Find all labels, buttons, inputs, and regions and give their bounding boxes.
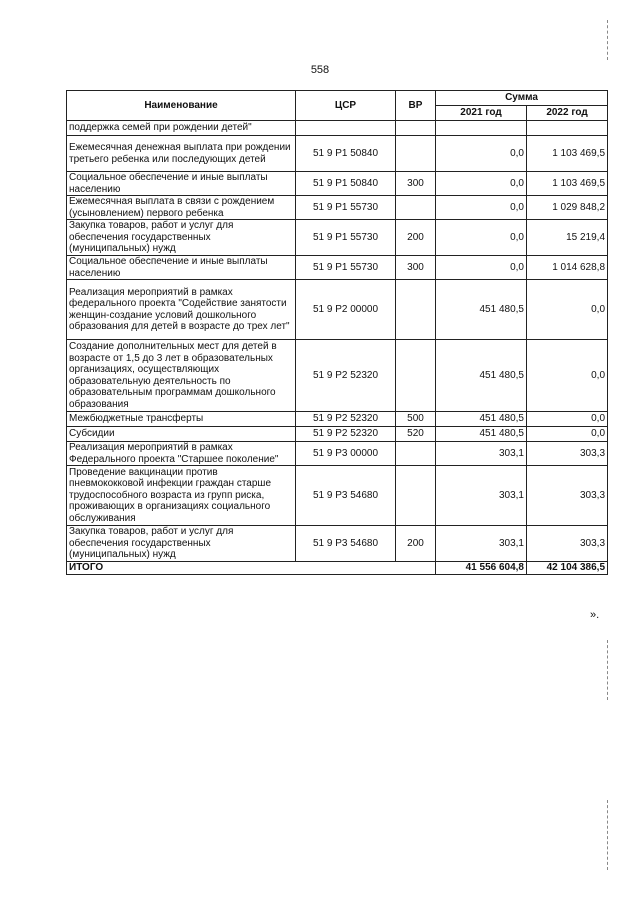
table-row (67, 340, 608, 412)
row-2022-cell (527, 121, 608, 136)
table-row (67, 442, 608, 466)
row-2022-cell: 303,3 (527, 442, 608, 466)
row-2021-cell: 303,1 (436, 526, 527, 562)
row-2022-cell: 0,0 (527, 412, 608, 427)
row-2021-cell: 0,0 (436, 256, 527, 280)
row-vr-cell (396, 136, 436, 172)
table-row (67, 466, 608, 526)
row-csr-cell: 51 9 Р2 52320 (296, 412, 396, 427)
row-csr-cell: 51 9 Р2 00000 (296, 280, 396, 340)
total-2021: 41 556 604,8 (436, 562, 527, 575)
row-csr-cell: 51 9 Р1 55730 (296, 256, 396, 280)
header-year-2022: 2022 год (527, 106, 608, 121)
row-2021-cell: 451 480,5 (436, 412, 527, 427)
table-row (67, 220, 608, 256)
row-2021-cell: 303,1 (436, 442, 527, 466)
row-2021-cell: 451 480,5 (436, 427, 527, 442)
row-vr-cell (396, 280, 436, 340)
row-vr-cell: 500 (396, 412, 436, 427)
budget-table (66, 90, 608, 575)
row-name-cell: Социальное обеспечение и иные выплаты населению (67, 172, 296, 196)
row-name-cell: Создание дополнительных мест для детей в возрасте от 1,5 до 3 лет в образовательных организациях, осуществляющих образовательную деятельность по образовательным программам дошкольного образования (67, 340, 296, 412)
row-vr-cell: 200 (396, 220, 436, 256)
table-header (67, 91, 608, 121)
table-row (67, 526, 608, 562)
row-2022-cell: 0,0 (527, 280, 608, 340)
row-vr-cell: 300 (396, 172, 436, 196)
row-2022-cell: 1 103 469,5 (527, 172, 608, 196)
row-csr-cell: 51 9 Р2 52320 (296, 340, 396, 412)
scan-edge-mark (607, 800, 608, 870)
row-2021-cell: 303,1 (436, 466, 527, 526)
table-row (67, 121, 608, 136)
row-2021-cell: 0,0 (436, 136, 527, 172)
table-body (67, 121, 608, 562)
table-row (67, 196, 608, 220)
row-vr-cell: 200 (396, 526, 436, 562)
row-csr-cell: 51 9 Р3 54680 (296, 526, 396, 562)
row-2021-cell: 0,0 (436, 172, 527, 196)
row-2021-cell: 0,0 (436, 196, 527, 220)
row-vr-cell (396, 196, 436, 220)
row-csr-cell (296, 121, 396, 136)
row-csr-cell: 51 9 Р1 50840 (296, 136, 396, 172)
scan-edge-mark (607, 20, 608, 60)
page-number: 558 (310, 64, 330, 76)
row-2022-cell: 1 014 628,8 (527, 256, 608, 280)
table-row (67, 172, 608, 196)
row-csr-cell: 51 9 Р3 54680 (296, 466, 396, 526)
row-2021-cell: 451 480,5 (436, 280, 527, 340)
table-row (67, 427, 608, 442)
header-csr: ЦСР (296, 91, 396, 121)
row-2022-cell: 1 103 469,5 (527, 136, 608, 172)
row-name-cell: Социальное обеспечение и иные выплаты населению (67, 256, 296, 280)
total-row (67, 562, 608, 575)
closing-quote-mark: ». (590, 609, 600, 621)
row-2021-cell: 0,0 (436, 220, 527, 256)
row-vr-cell (396, 340, 436, 412)
row-csr-cell: 51 9 Р1 55730 (296, 220, 396, 256)
row-name-cell: Ежемесячная денежная выплата при рождении третьего ребенка или последующих детей (67, 136, 296, 172)
row-vr-cell (396, 442, 436, 466)
total-2022: 42 104 386,5 (527, 562, 608, 575)
row-csr-cell: 51 9 Р1 55730 (296, 196, 396, 220)
header-vr: ВР (396, 91, 436, 121)
row-name-cell: Реализация мероприятий в рамках Федерального проекта "Старшее поколение" (67, 442, 296, 466)
row-2022-cell: 0,0 (527, 340, 608, 412)
scan-edge-mark (607, 640, 608, 700)
row-2021-cell (436, 121, 527, 136)
row-2021-cell: 451 480,5 (436, 340, 527, 412)
row-name-cell: Субсидии (67, 427, 296, 442)
row-csr-cell: 51 9 Р2 52320 (296, 427, 396, 442)
table-row (67, 256, 608, 280)
header-sum: Сумма (436, 91, 608, 106)
row-csr-cell: 51 9 Р1 50840 (296, 172, 396, 196)
row-name-cell: Ежемесячная выплата в связи с рождением (усыновлением) первого ребенка (67, 196, 296, 220)
table-row (67, 412, 608, 427)
row-name-cell: Закупка товаров, работ и услуг для обеспечения государственных (муниципальных) нужд (67, 526, 296, 562)
header-year-2021: 2021 год (436, 106, 527, 121)
row-name-cell: Проведение вакцинации против пневмококковой инфекции граждан старше трудоспособного возраста из групп риска, проживающих в организациях социального обслуживания (67, 466, 296, 526)
row-2022-cell: 303,3 (527, 526, 608, 562)
table-row (67, 280, 608, 340)
row-2022-cell: 15 219,4 (527, 220, 608, 256)
row-vr-cell (396, 121, 436, 136)
header-name: Наименование (67, 91, 296, 121)
table-row (67, 136, 608, 172)
row-name-cell: Реализация мероприятий в рамках федерального проекта "Содействие занятости женщин-создание условий дошкольного образования для детей в возрасте до трех лет" (67, 280, 296, 340)
row-2022-cell: 0,0 (527, 427, 608, 442)
row-name-cell: Межбюджетные трансферты (67, 412, 296, 427)
row-vr-cell (396, 466, 436, 526)
total-label: ИТОГО (67, 562, 436, 575)
row-vr-cell: 520 (396, 427, 436, 442)
row-name-cell: поддержка семей при рождении детей" (67, 121, 296, 136)
row-name-cell: Закупка товаров, работ и услуг для обеспечения государственных (муниципальных) нужд (67, 220, 296, 256)
row-2022-cell: 1 029 848,2 (527, 196, 608, 220)
row-csr-cell: 51 9 Р3 00000 (296, 442, 396, 466)
row-2022-cell: 303,3 (527, 466, 608, 526)
row-vr-cell: 300 (396, 256, 436, 280)
